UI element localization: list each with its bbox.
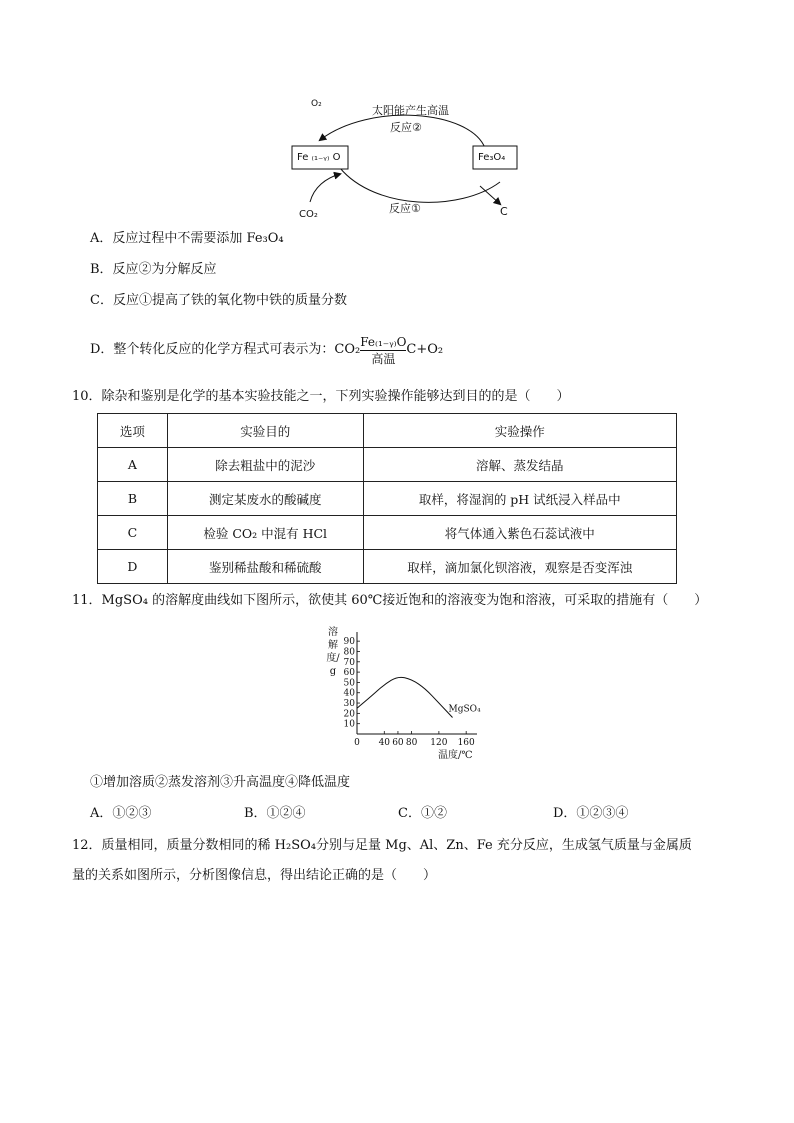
x-tick-label: 80 — [405, 738, 418, 748]
c-label: C — [500, 205, 508, 218]
q9-d-suffix: C+O₂ — [406, 342, 444, 357]
top-label-1: 太阳能产生高温 — [372, 104, 449, 117]
y-tick-label: 80 — [343, 647, 355, 658]
x-tick-label: 60 — [392, 738, 404, 748]
q9-option-d — [90, 328, 443, 372]
series-label: MgSO₄ — [448, 704, 481, 715]
table-cell: C — [98, 516, 168, 550]
top-label-2: 反应② — [390, 121, 422, 134]
header-cell: 选项 — [98, 414, 168, 448]
condition-label: 高温 — [371, 351, 396, 366]
q10-table — [97, 413, 677, 584]
table-cell: 溶解、蒸发结晶 — [363, 448, 676, 482]
table-header-row — [98, 414, 677, 448]
table-cell: 取样，将湿润的 pH 试纸浸入样品中 — [363, 482, 676, 516]
reaction-1-arc — [340, 168, 500, 202]
solubility-chart — [320, 622, 490, 762]
q11-option-b: B．①②④ — [244, 806, 306, 821]
x-axis-label: 温度/℃ — [438, 750, 473, 761]
q11-option-d: D．①②③④ — [553, 806, 629, 821]
solubility-plot — [320, 622, 490, 762]
x-tick-label: 120 — [430, 738, 448, 748]
x-tick-label: 40 — [378, 738, 391, 748]
table-cell: B — [98, 482, 168, 516]
y-tick-label: 70 — [343, 657, 355, 668]
q11-option-c: C．①② — [398, 806, 447, 821]
y-tick-label: 30 — [343, 699, 355, 710]
mgso4-curve — [357, 677, 453, 717]
q11-option-a: A．①②③ — [90, 806, 152, 821]
table-cell: 测定某废水的酸碱度 — [167, 482, 363, 516]
q12-stem-line2: 量的关系如图所示，分析图像信息，得出结论正确的是（ ） — [72, 868, 437, 883]
bottom-label: 反应① — [389, 202, 421, 215]
right-box-label: Fe₃O₄ — [478, 152, 506, 163]
table-row — [98, 550, 677, 584]
q10-stem: 10．除杂和鉴别是化学的基本实验技能之一，下列实验操作能够达到目的的是（ ） — [72, 389, 570, 404]
table-cell: 检验 CO₂ 中混有 HCl — [167, 516, 363, 550]
x-tick-label: 0 — [354, 738, 360, 748]
y-axis-label: 溶解度/g — [326, 627, 340, 677]
header-cell: 实验操作 — [363, 414, 676, 448]
q11-stem: 11．MgSO₄ 的溶解度曲线如下图所示，欲使其 60℃接近饱和的溶液变为饱和溶液，可采取的措施有（ ） — [72, 593, 708, 608]
table-cell: 除去粗盐中的泥沙 — [167, 448, 363, 482]
header-cell: 实验目的 — [167, 414, 363, 448]
y-tick-label: 50 — [343, 678, 355, 689]
q9-d-prefix: D．整个转化反应的化学方程式可表示为：CO₂ — [90, 342, 361, 357]
o2-label: O₂ — [311, 99, 322, 109]
q9-option-c: C．反应①提高了铁的氧化物中铁的质量分数 — [90, 293, 347, 308]
q11-measures: ①增加溶质②蒸发溶剂③升高温度④降低温度 — [90, 775, 351, 790]
co2-label: CO₂ — [299, 209, 318, 220]
table-cell: D — [98, 550, 168, 584]
equation-condition — [360, 335, 406, 366]
table-row — [98, 448, 677, 482]
y-tick-label: 10 — [343, 719, 355, 730]
table-row — [98, 482, 677, 516]
q9-option-a: A．反应过程中不需要添加 Fe₃O₄ — [90, 231, 284, 246]
catalyst-label: Fe₍₁₋ᵧ₎O — [360, 334, 407, 349]
y-tick-label: 40 — [343, 688, 355, 699]
y-tick-label: 60 — [343, 668, 355, 679]
q12-stem-line1: 12．质量相同，质量分数相同的稀 H₂SO₄分别与足量 Mg、Al、Zn、Fe 充分反应，生成氢气质量与金属质 — [72, 838, 692, 853]
q9-option-b: B．反应②为分解反应 — [90, 262, 217, 277]
table-cell: A — [98, 448, 168, 482]
x-tick-label: 160 — [457, 738, 475, 748]
table-cell: 将气体通入紫色石蕊试液中 — [363, 516, 676, 550]
table-cell: 取样，滴加氯化钡溶液，观察是否变浑浊 — [363, 550, 676, 584]
left-box-label: Fe ₍₁₋ᵧ₎ O — [297, 152, 341, 163]
y-tick-label: 90 — [343, 637, 355, 648]
co2-arrow — [310, 174, 340, 202]
table-cell: 鉴别稀盐酸和稀硫酸 — [167, 550, 363, 584]
table-row — [98, 516, 677, 550]
equation-bar — [360, 350, 406, 351]
y-tick-label: 20 — [343, 709, 355, 720]
